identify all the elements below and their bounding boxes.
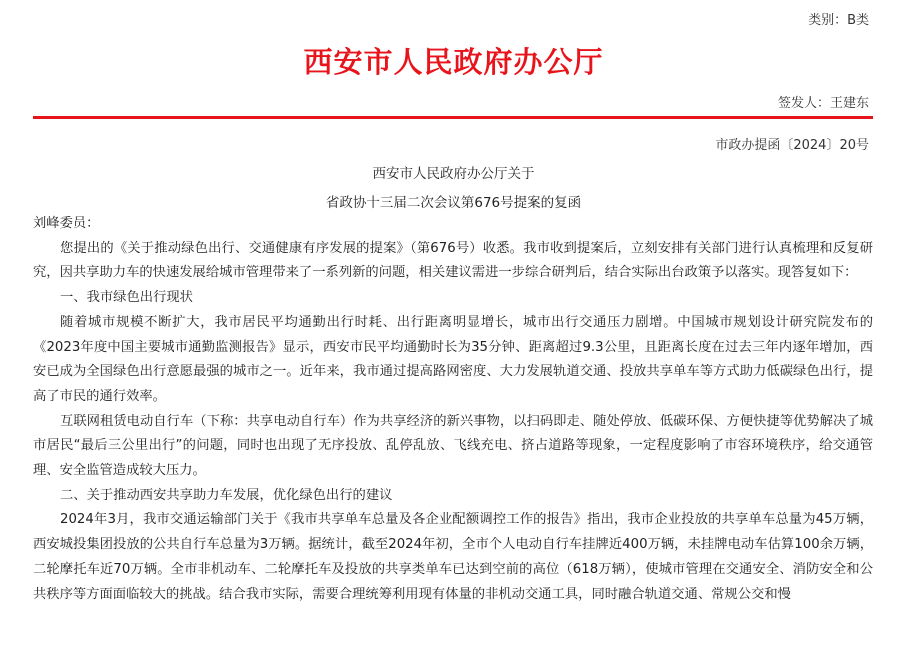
document-number: 市政办提函〔2024〕20号	[715, 138, 869, 153]
paragraph-status: 随着城市规模不断扩大，我市居民平均通勤出行时耗、出行距离明显增长，城市出行交通压力剧增。中国城市规划设计研究院发布的《2023年度中国主要城市通勤监测报告》显示，西安市民平均通勤时长为35分钟、距离超过9.3公里，且距离长度在过去三年内逐年增加，西安已成为全国绿色出行意愿最强的城市之一。近年来，我市通过提高路网密度、大力发展轨道交通、投放共享单车等方式助力低碳绿色出行，提高了市民的通行效率。	[33, 314, 873, 404]
red-divider	[33, 116, 873, 119]
signer-label: 签发人：王建东	[777, 96, 869, 111]
issuing-agency-title: 西安市人民政府办公厅	[303, 45, 604, 79]
letter-body	[33, 212, 873, 607]
document-title-line2: 省政协十三届二次会议第676号提案的复函	[325, 195, 582, 211]
section-heading-2: 二、关于推动西安共享助力车发展，优化绿色出行的建议	[60, 487, 393, 503]
section-heading-1: 一、我市绿色出行现状	[60, 290, 193, 306]
paragraph-intro: 您提出的《关于推动绿色出行、交通健康有序发展的提案》（第676号）收悉。我市收到提案后，立刻安排有关部门进行认真梳理和反复研究，因共享助力车的快速发展给城市管理带来了一系列新的问题，相关建议需进一步综合研判后，结合实际出台政策予以落实。现答复如下：	[33, 240, 873, 281]
paragraph-ebike: 互联网租赁电动自行车（下称：共享电动自行车）作为共享经济的新兴事物，以扫码即走、随处停放、低碳环保、方便快捷等优势解决了城市居民“最后三公里出行”的问题，同时也出现了无序投放、乱停乱放、飞线充电、挤占道路等现象，一定程度影响了市容环境秩序，给交通管理、安全监管造成较大压力。	[33, 413, 873, 479]
paragraph-suggestions: 2024年3月，我市交通运输部门关于《我市共享单车总量及各企业配额调控工作的报告》指出，我市企业投放的共享单车总量为45万辆，西安城投集团投放的公共自行车总量为3万辆。据统计，截至2024年初，全市个人电动自行车挂牌近400万辆，未挂牌电动车估算100余万辆，二轮摩托车近70万辆。全市非机动车、二轮摩托车及投放的共享类单车已达到空前的高位（618万辆），使城市管理在交通安全、消防安全和公共秩序等方面面临较大的挑战。结合我市实际，需要合理统筹利用现有体量的非机动交通工具，同时融合轨道交通、常规公交和慢	[33, 512, 873, 602]
salutation: 刘峰委员：	[33, 216, 100, 231]
category-label: 类别：B类	[808, 13, 869, 28]
document-title-line1: 西安市人民政府办公厅关于	[372, 166, 535, 182]
